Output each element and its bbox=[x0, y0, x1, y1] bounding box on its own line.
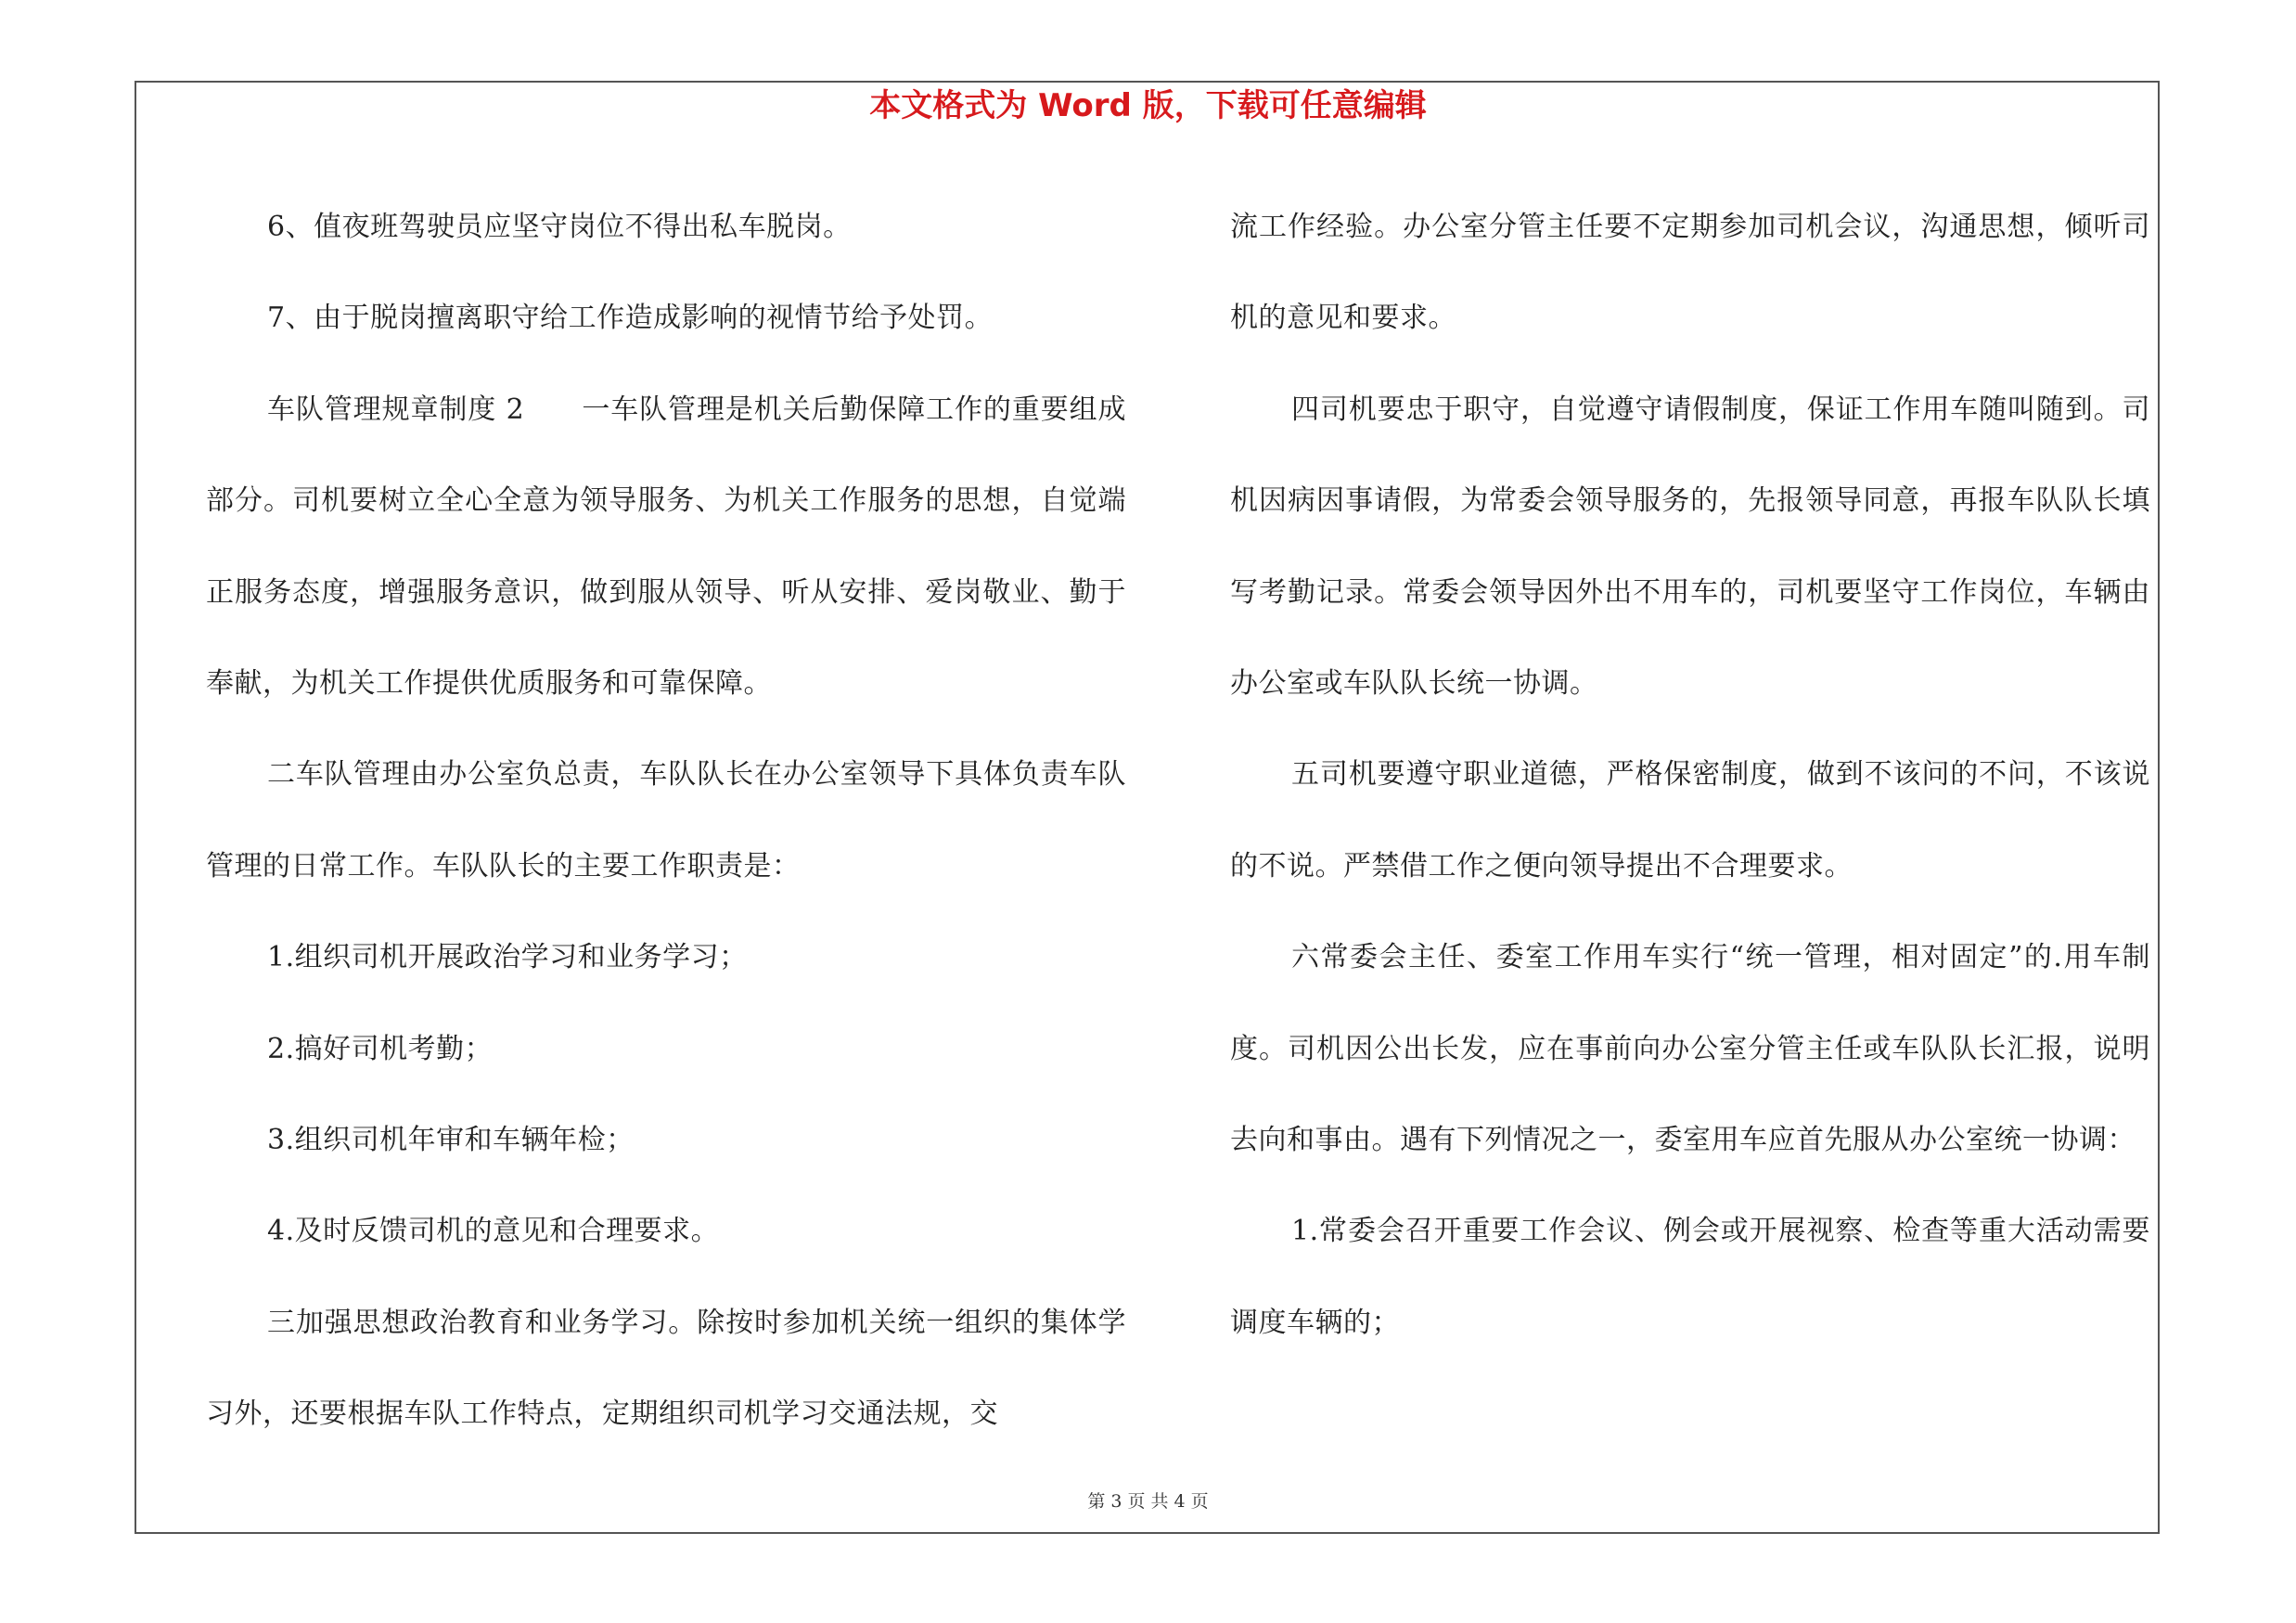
paragraph: 五司机要遵守职业道德，严格保密制度，做到不该问的不问，不该说的不说。严禁借工作之便向领导提出不合理要求。 bbox=[1230, 758, 2150, 882]
left-column bbox=[206, 182, 1126, 1461]
list-item: 2.搞好司机考勤； bbox=[267, 1032, 494, 1065]
paragraph: 车队管理规章制度 2 一车队管理是机关后勤保障工作的重要组成部分。司机要树立全心全意为领导服务、为机关工作服务的思想，自觉端正服务态度，增强服务意识，做到服从领导、听从安排、爱岗敬业、勤于奉献，为机关工作提供优质服务和可靠保障。 bbox=[206, 393, 1126, 701]
list-item: 4.及时反馈司机的意见和合理要求。 bbox=[267, 1215, 720, 1248]
paragraph-continued: 流工作经验。办公室分管主任要不定期参加司机会议，沟通思想，倾听司机的意见和要求。 bbox=[1230, 211, 2150, 335]
page-number: 第 3 页 共 4 页 bbox=[1087, 1491, 1209, 1512]
header-banner: 本文格式为 Word 版，下载可任意编辑 bbox=[869, 87, 1427, 124]
paragraph: 六常委会主任、委室工作用车实行“统一管理，相对固定”的.用车制度。司机因公出长发，应在事前向办公室分管主任或车队队长汇报，说明去向和事由。遇有下列情况之一，委室用车应首先服从办公室统一协调： bbox=[1230, 941, 2150, 1157]
paragraph: 6、值夜班驾驶员应坚守岗位不得出私车脱岗。 bbox=[267, 211, 852, 243]
paragraph: 四司机要忠于职守，自觉遵守请假制度，保证工作用车随叫随到。司机因病因事请假，为常委会领导服务的，先报领导同意，再报车队队长填写考勤记录。常委会领导因外出不用车的，司机要坚守工作岗位，车辆由办公室或车队队长统一协调。 bbox=[1230, 393, 2150, 701]
list-item: 3.组织司机年审和车辆年检； bbox=[267, 1124, 635, 1157]
paragraph: 7、由于脱岗擅离职守给工作造成影响的视情节给予处罚。 bbox=[267, 302, 994, 335]
paragraph: 二车队管理由办公室负总责，车队队长在办公室领导下具体负责车队管理的日常工作。车队队长的主要工作职责是： bbox=[206, 758, 1126, 882]
paragraph: 三加强思想政治教育和业务学习。除按时参加机关统一组织的集体学习外，还要根据车队工作特点，定期组织司机学习交通法规，交 bbox=[206, 1306, 1126, 1431]
list-item: 1.组织司机开展政治学习和业务学习； bbox=[267, 941, 748, 974]
list-item: 1.常委会召开重要工作会议、例会或开展视察、检查等重大活动需要调度车辆的； bbox=[1230, 1215, 2150, 1339]
right-column bbox=[1230, 182, 2150, 1369]
